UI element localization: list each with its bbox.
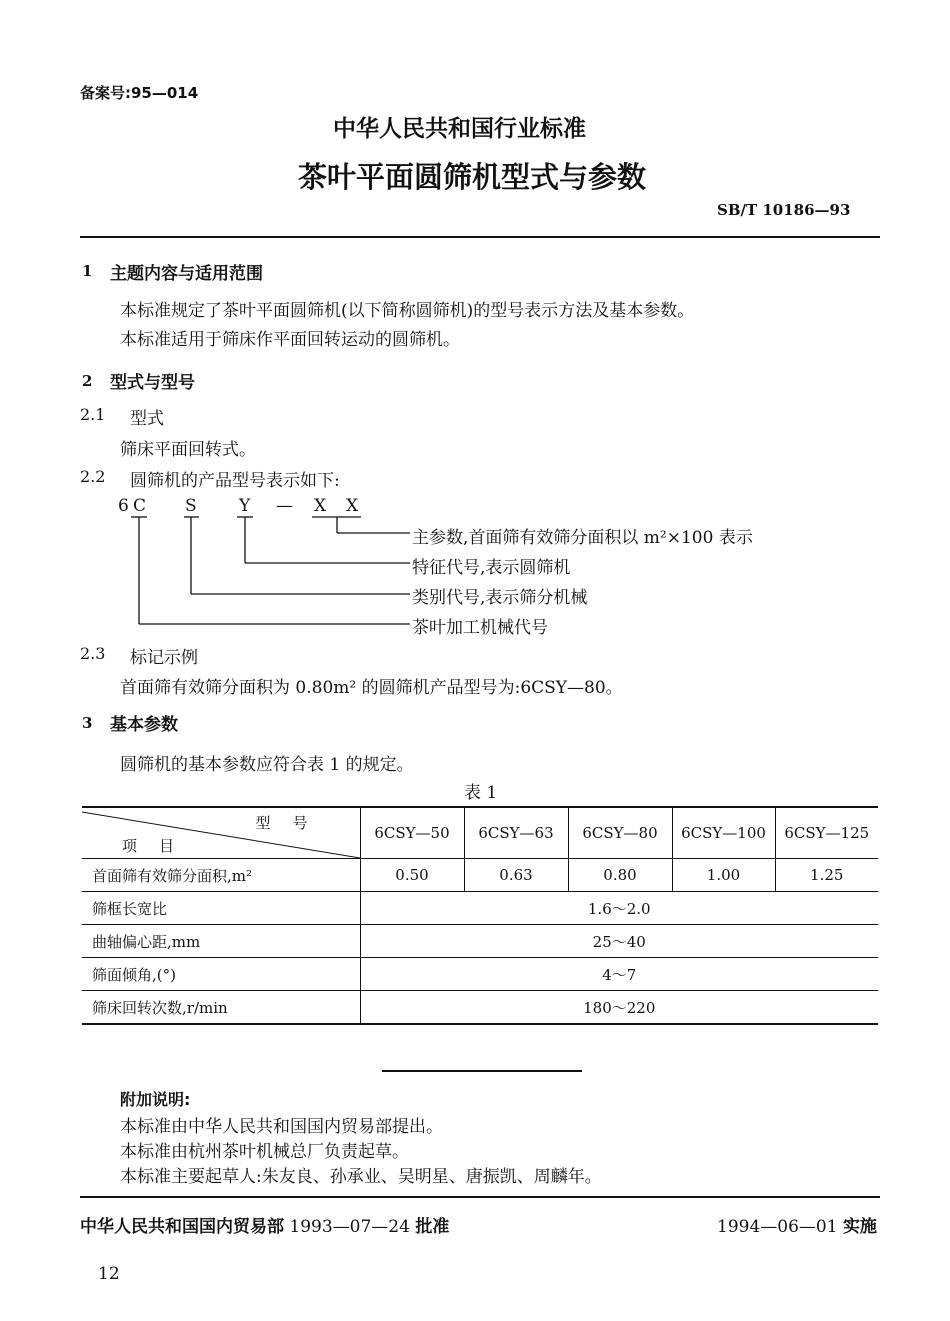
model-label-main-parameter: 主参数,首面筛有效筛分面积以 m²×100 表示 — [412, 528, 753, 548]
table-row-label: 曲轴偏心距,mm — [82, 925, 360, 958]
corner-label-item: 项目 — [122, 837, 197, 855]
approval-line — [80, 1212, 449, 1237]
approving-authority: 中华人民共和国国内贸易部 — [80, 1217, 284, 1237]
effective-date: 1994—06—01 — [717, 1217, 838, 1237]
notes-line-3: 本标准主要起草人:朱友良、孙承业、吴明星、唐振凯、周麟年。 — [120, 1167, 602, 1187]
model-designation-diagram — [0, 0, 950, 640]
section2-2-number: 2.2 — [80, 467, 106, 486]
section3-paragraph: 圆筛机的基本参数应符合表 1 的规定。 — [120, 755, 414, 775]
table-row — [82, 991, 878, 1025]
model-part-s: S — [185, 496, 197, 516]
table-row — [82, 892, 878, 925]
table-row-label: 筛床回转次数,r/min — [82, 991, 360, 1025]
model-label-machinery-code: 茶叶加工机械代号 — [412, 618, 548, 638]
footer-rule — [80, 1196, 880, 1198]
section2-3-heading: 标记示例 — [130, 648, 198, 668]
model-label-category-code: 类别代号,表示筛分机械 — [412, 588, 588, 608]
table-row — [82, 925, 878, 958]
table-cell: 0.63 — [464, 859, 568, 892]
notes-divider — [382, 1070, 582, 1072]
record-number: 备案号:95—014 — [80, 84, 199, 102]
table-row-label: 首面筛有效筛分面积,m² — [82, 859, 360, 892]
approval-word: 批准 — [415, 1217, 450, 1237]
table-header-model: 6CSY—100 — [672, 808, 775, 859]
table-row-label: 筛框长宽比 — [82, 892, 360, 925]
table-corner-cell — [82, 808, 360, 859]
section1-paragraph-2: 本标准适用于筛床作平面回转运动的圆筛机。 — [120, 330, 460, 350]
section2-heading: 型式与型号 — [110, 373, 195, 393]
table-header-model: 6CSY—50 — [360, 808, 464, 859]
notes-heading: 附加说明: — [120, 1090, 191, 1109]
effective-word: 实施 — [842, 1217, 877, 1237]
section2-1-number: 2.1 — [80, 405, 106, 424]
model-label-feature-code: 特征代号,表示圆筛机 — [412, 558, 571, 578]
standard-category: 中华人民共和国行业标准 — [333, 116, 586, 142]
section2-3-number: 2.3 — [80, 644, 106, 663]
notes-line-2: 本标准由杭州茶叶机械总厂负责起草。 — [120, 1142, 409, 1162]
model-part-dash: — — [276, 496, 293, 516]
table-header-model: 6CSY—80 — [568, 808, 672, 859]
section2-1-text: 筛床平面回转式。 — [120, 440, 256, 460]
section2-1-heading: 型式 — [130, 409, 164, 429]
table-row — [82, 859, 878, 892]
table-header-model: 6CSY—63 — [464, 808, 568, 859]
table-cell: 180～220 — [360, 991, 878, 1025]
model-part-c: C — [133, 496, 147, 516]
standard-code: SB/T 10186—93 — [717, 201, 851, 219]
model-part-x1: X — [314, 496, 327, 516]
table-header-model: 6CSY—125 — [775, 808, 878, 859]
section3-heading: 基本参数 — [110, 715, 178, 735]
table-cell: 0.50 — [360, 859, 464, 892]
section1-number: 1 — [82, 262, 93, 280]
model-part-x2: X — [346, 496, 359, 516]
section1-heading: 主题内容与适用范围 — [110, 264, 263, 284]
parameter-table — [82, 808, 878, 1025]
model-part-6: 6 — [118, 496, 129, 516]
notes-line-1: 本标准由中华人民共和国国内贸易部提出。 — [120, 1117, 443, 1137]
approval-date: 1993—07—24 — [289, 1217, 410, 1237]
section3-number: 3 — [82, 714, 93, 732]
table-caption: 表 1 — [464, 783, 498, 803]
table-cell: 25～40 — [360, 925, 878, 958]
table-header-row — [82, 808, 878, 859]
section2-3-text: 首面筛有效筛分面积为 0.80m² 的圆筛机产品型号为:6CSY—80。 — [120, 678, 623, 698]
table-row — [82, 958, 878, 991]
page-number: 12 — [98, 1264, 120, 1284]
table-cell: 1.00 — [672, 859, 775, 892]
corner-label-model: 型号 — [255, 814, 330, 832]
table-cell: 4～7 — [360, 958, 878, 991]
section2-2-heading: 圆筛机的产品型号表示如下: — [130, 471, 340, 491]
table-cell: 0.80 — [568, 859, 672, 892]
table-row-label: 筛面倾角,(°) — [82, 958, 360, 991]
table-cell: 1.25 — [775, 859, 878, 892]
effective-line — [717, 1212, 877, 1237]
document-title: 茶叶平面圆筛机型式与参数 — [298, 160, 647, 194]
table-cell: 1.6～2.0 — [360, 892, 878, 925]
section1-paragraph-1: 本标准规定了茶叶平面圆筛机(以下简称圆筛机)的型号表示方法及基本参数。 — [120, 301, 695, 321]
model-part-y: Y — [239, 496, 251, 516]
section2-number: 2 — [82, 372, 93, 390]
